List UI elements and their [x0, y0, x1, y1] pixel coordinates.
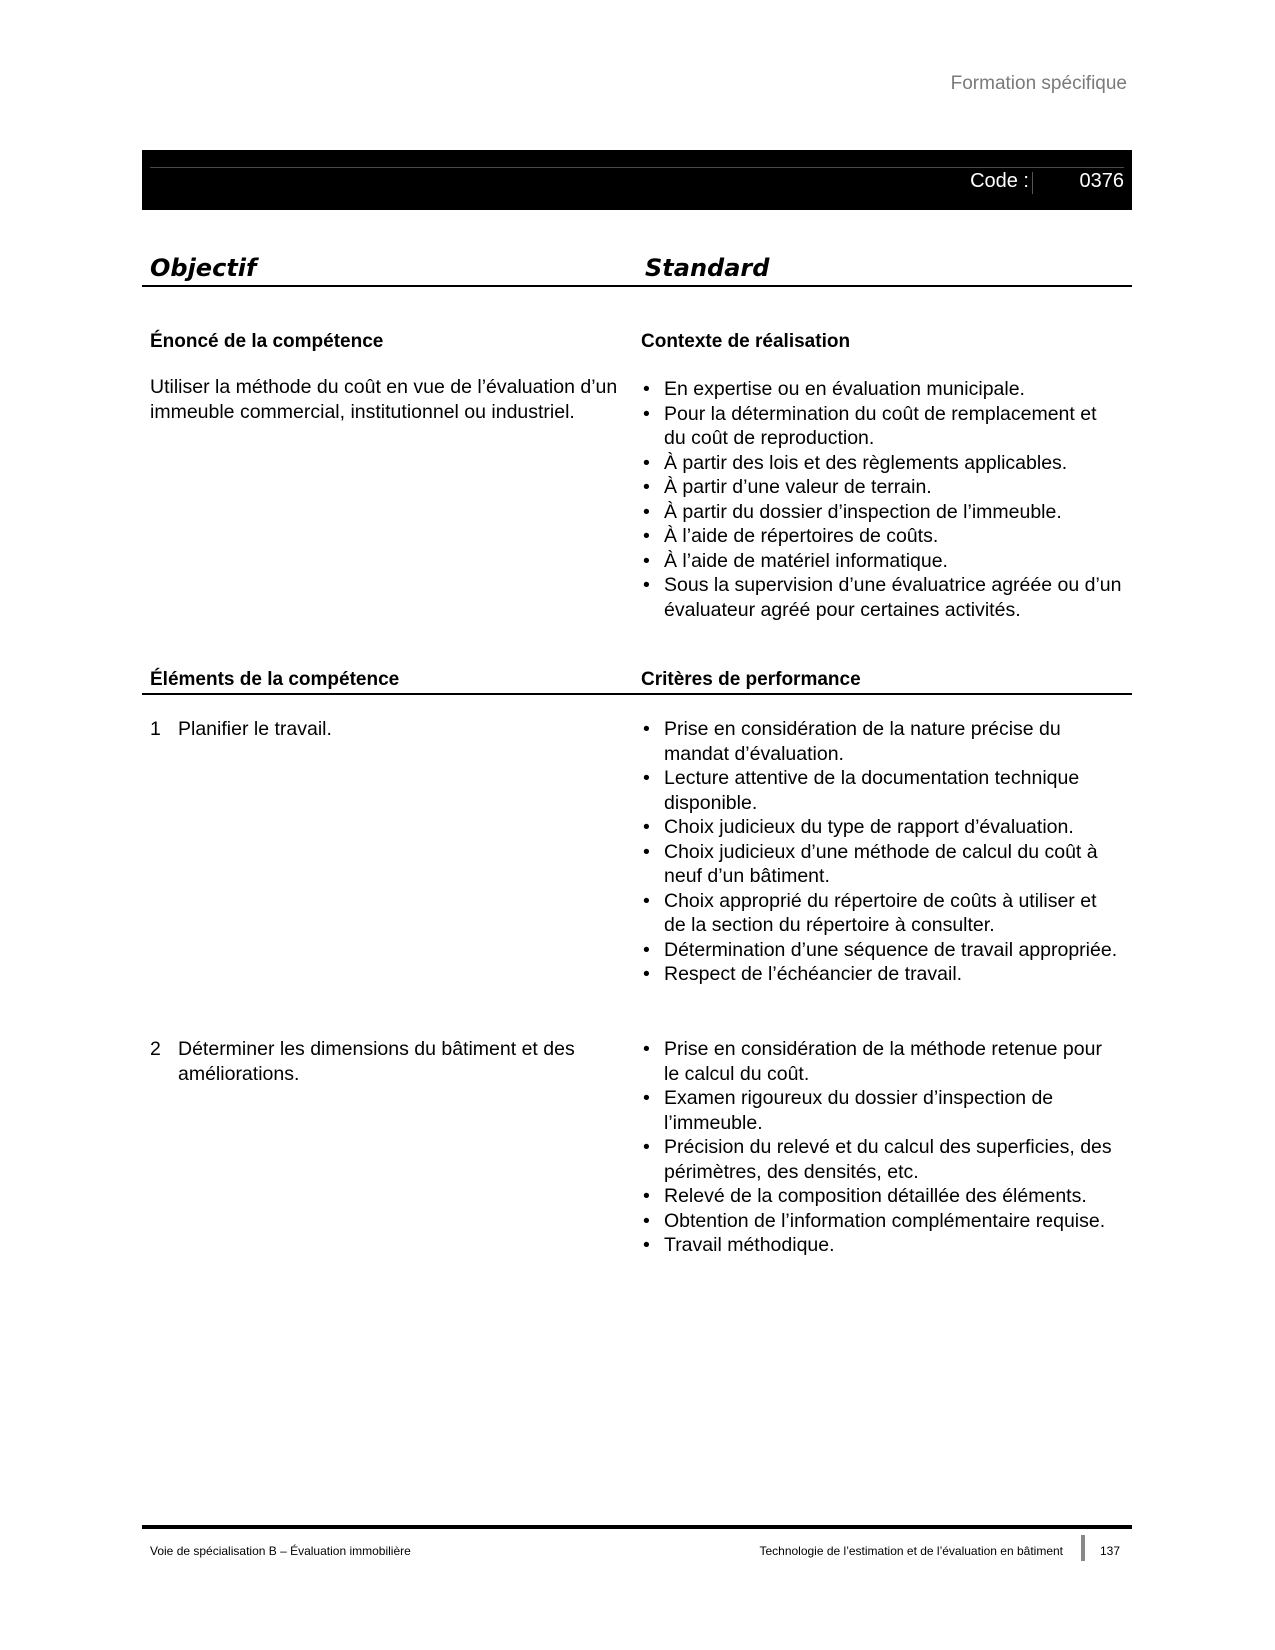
list-item: • Choix judicieux du type de rapport d’évaluation. [642, 815, 1122, 840]
list-item: • En expertise ou en évaluation municipale. [642, 377, 1122, 402]
elements-heading: Éléments de la compétence [150, 669, 400, 690]
standard-title: Standard [645, 254, 770, 282]
element-text: Déterminer les dimensions du bâtiment et des améliorations. [178, 1038, 575, 1085]
list-item: • Détermination d’une séquence de travail appropriée. [642, 938, 1122, 963]
header-rule [142, 285, 1132, 287]
list-item: • Pour la détermination du coût de remplacement et du coût de reproduction. [642, 402, 1122, 451]
list-item: • Travail méthodique. [642, 1233, 1122, 1258]
list-item: • Précision du relevé et du calcul des superficies, des périmètres, des densités, etc. [642, 1135, 1122, 1184]
element-number: 1 [150, 718, 161, 740]
enonce-heading: Énoncé de la compétence [150, 331, 384, 352]
objectif-title: Objectif [150, 254, 257, 282]
contexte-list [642, 377, 1122, 622]
footer-rule [142, 1525, 1132, 1529]
list-item: • Respect de l’échéancier de travail. [642, 962, 1122, 987]
criteria-list-2 [642, 1037, 1122, 1258]
list-item: • Prise en considération de la méthode retenue pour le calcul du coût. [642, 1037, 1122, 1086]
banner-line [150, 167, 1124, 168]
running-title: Formation spécifique [950, 73, 1127, 94]
list-item: • À l’aide de répertoires de coûts. [642, 524, 1122, 549]
page-number: 137 [1100, 1544, 1121, 1558]
code-label: Code : [970, 170, 1029, 192]
element-1 [150, 717, 620, 742]
enonce-text: Utiliser la méthode du coût en vue de l’évaluation d’un immeuble commercial, institutionnel ou industriel. [150, 376, 618, 423]
footer-left-text: Voie de spécialisation B – Évaluation immobilière [150, 1544, 411, 1558]
footer-separator [1081, 1535, 1085, 1561]
list-item: • À partir d’une valeur de terrain. [642, 475, 1122, 500]
list-item: • Sous la supervision d’une évaluatrice agréée ou d’un évaluateur agréé pour certaines activités. [642, 573, 1122, 622]
contexte-heading: Contexte de réalisation [641, 331, 851, 352]
list-item: • Choix approprié du répertoire de coûts à utiliser et de la section du répertoire à consulter. [642, 889, 1122, 938]
list-item: • À l’aide de matériel informatique. [642, 549, 1122, 574]
list-item: • Prise en considération de la nature précise du mandat d’évaluation. [642, 717, 1122, 766]
list-item: • Relevé de la composition détaillée des éléments. [642, 1184, 1122, 1209]
code-value: 0376 [1079, 170, 1124, 192]
criteria-list-1 [642, 717, 1122, 987]
footer-program-title: Technologie de l’estimation et de l’évaluation en bâtiment [759, 1544, 1063, 1558]
code-separator [1032, 172, 1033, 194]
element-number: 2 [150, 1038, 161, 1060]
list-item: • À partir des lois et des règlements applicables. [642, 451, 1122, 476]
element-text: Planifier le travail. [178, 718, 332, 740]
elements-rule [142, 693, 1132, 695]
list-item: • Lecture attentive de la documentation technique disponible. [642, 766, 1122, 815]
list-item: • Obtention de l’information complémentaire requise. [642, 1209, 1122, 1234]
element-2 [150, 1037, 620, 1086]
code-banner [142, 150, 1132, 210]
list-item: • Examen rigoureux du dossier d’inspection de l’immeuble. [642, 1086, 1122, 1135]
criteres-heading: Critères de performance [641, 669, 861, 690]
list-item: • Choix judicieux d’une méthode de calcul du coût à neuf d’un bâtiment. [642, 840, 1122, 889]
list-item: • À partir du dossier d’inspection de l’immeuble. [642, 500, 1122, 525]
